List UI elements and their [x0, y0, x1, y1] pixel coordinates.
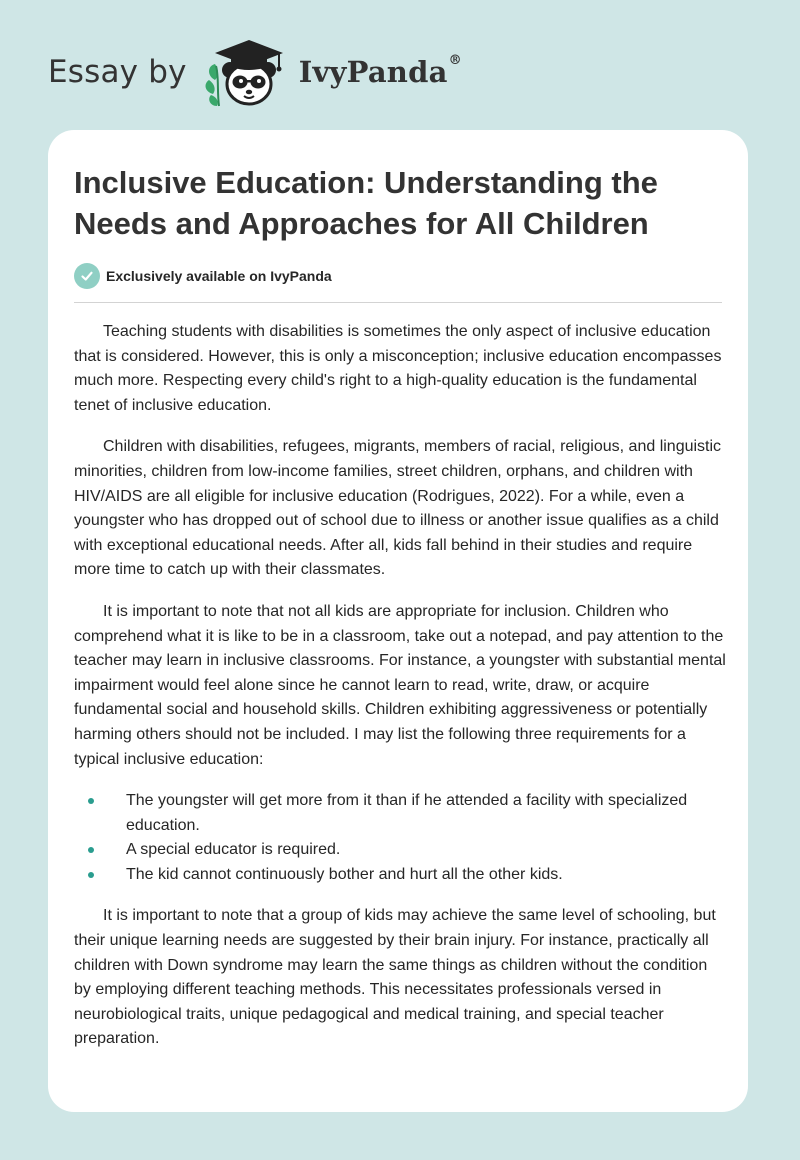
essay-card [48, 130, 748, 1112]
brand-label: IvyPanda [298, 55, 448, 89]
essay-body [74, 320, 726, 1069]
list-item [126, 863, 726, 888]
exclusive-badge-text: Exclusively available on IvyPanda [106, 268, 332, 284]
paragraph: Children with disabilities, refugees, migrants, members of racial, religious, and linguistic minorities, children from low-income families, street children, orphans, and children with HIV/AIDS are all eligible for inclusive education (Rodrigues, 2022). For a while, even a youngster who has dropped out of school due to illness or another issue qualifies as a child with exceptional educational needs. After all, kids fall behind in their studies and require more time to catch up with their classmates. [74, 438, 722, 579]
paragraph: It is important to note that not all kids are appropriate for inclusion. Children who comprehend what it is like to be in a classroom, take out a notepad, and pay attention to the teacher may learn in inclusive classrooms. For instance, a youngster with substantial mental impairment would feel alone since he cannot learn to read, write, draw, or acquire fundamental social and household skills. Children exhibiting aggressiveness or potentially harming others should not be included. I may list the following three requirements for a typical inclusive education: [74, 602, 726, 768]
registered-mark: ® [448, 53, 462, 68]
list-item [126, 838, 726, 863]
paragraph: Teaching students with disabilities is sometimes the only aspect of inclusive education that is considered. However, this is only a misconception; inclusive education encompasses much more. Respecting every child's right to a high-quality education is the fundamental tenet of inclusive education. [74, 323, 722, 414]
essay-by-label: Essay by [48, 54, 187, 90]
bullet-icon [88, 798, 94, 804]
list-item [126, 789, 726, 838]
bullet-icon [88, 847, 94, 853]
panda-graduate-icon [201, 36, 297, 108]
paragraph: It is important to note that a group of kids may achieve the same level of schooling, but their unique learning needs are suggested by their brain injury. For instance, practically all children with Down syndrome may learn the same things as children without the condition by employing different teaching methods. This necessitates professionals versed in neurobiological traits, unique pedagogical and medical training, and special teacher preparation. [74, 907, 716, 1048]
essay-title: Inclusive Education: Understanding the Needs and Approaches for All Children [74, 165, 658, 241]
exclusive-badge [74, 263, 332, 289]
list-item-text: The kid cannot continuously bother and hurt all the other kids. [126, 865, 563, 883]
site-header [48, 36, 462, 108]
list-item-text: The youngster will get more from it than if he attended a facility with specialized education. [126, 792, 688, 834]
title-divider [74, 302, 722, 303]
brand-name[interactable] [299, 55, 462, 89]
list-item-text: A special educator is required. [126, 841, 341, 859]
requirements-list [74, 789, 726, 887]
bullet-icon [88, 872, 94, 878]
check-circle-icon [74, 263, 100, 289]
